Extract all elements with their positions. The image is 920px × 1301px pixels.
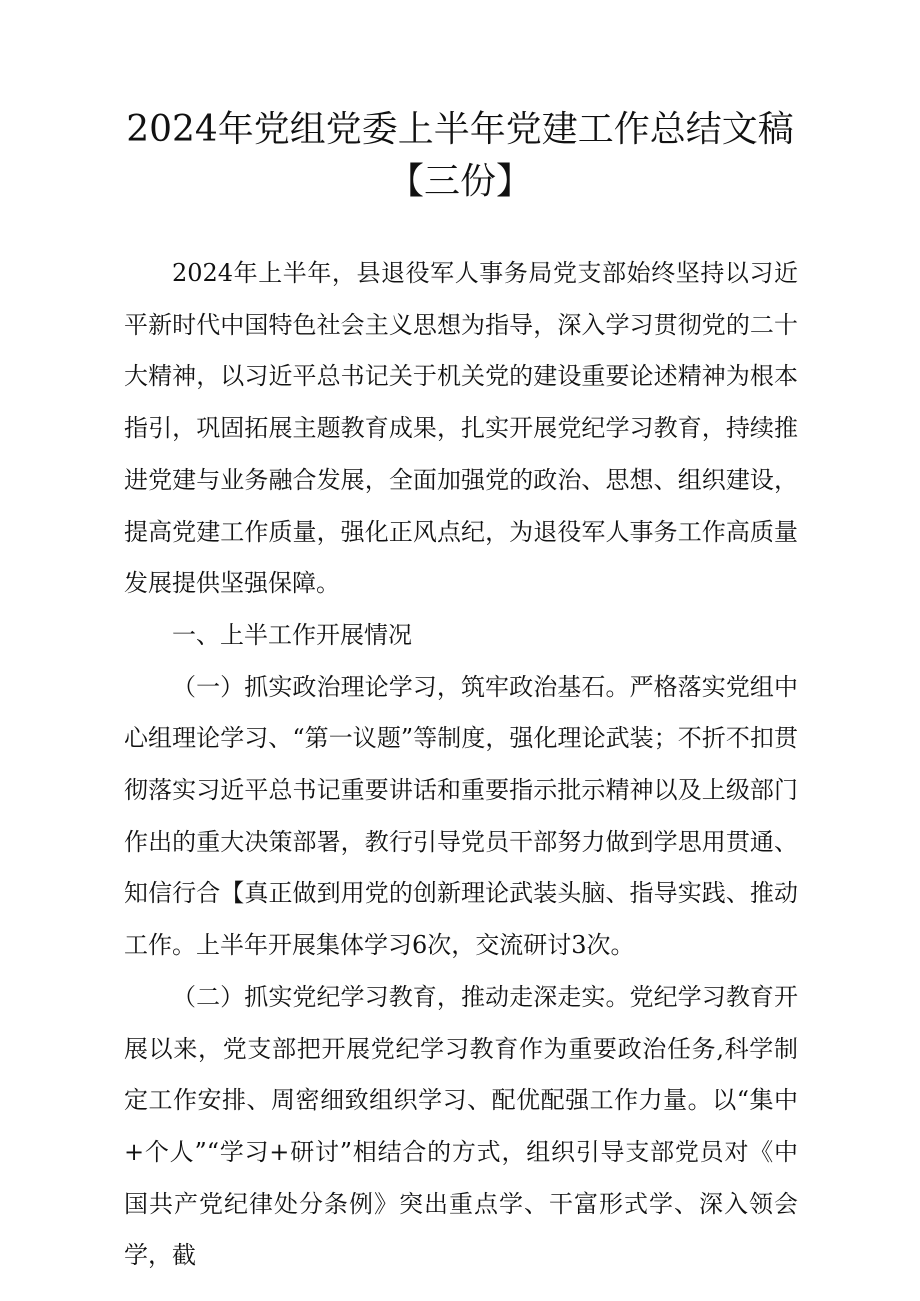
paragraph-political-study: （一）抓实政治理论学习，筑牢政治基石。严格落实党组中心组理论学习、“第一议题”等制度，强化理论武装；不折不扣贯彻落实习近平总书记重要讲话和重要指示批示精神以及上级部门作出的重大决策部署，教行引导党员干部努力做到学思用贯通、知信行合【真正做到用党的创新理论武装头脑、指导实践、推动工作。上半年开展集体学习6次，交流研讨3次。 <box>124 672 798 960</box>
document-body <box>124 248 798 1282</box>
title-line-1: 2024年党组党委上半年党建工作总结文稿 <box>126 109 794 150</box>
paragraph-intro: 2024年上半年，县退役军人事务局党支部始终坚持以习近平新时代中国特色社会主义思想为指导，深入学习贯彻党的二十大精神，以习近平总书记关于机关党的建设重要论述精神为根本指引，巩固拓展主题教育成果，扎实开展党纪学习教育，持续推进党建与业务融合发展，全面加强党的政治、思想、组织建设，提高党建工作质量，强化正风点纪，为退役军人事务工作高质量发展提供坚强保障。 <box>124 259 798 598</box>
document-title <box>120 104 800 208</box>
title-line-2: 【三份】 <box>387 161 532 202</box>
paragraph-discipline-education: （二）抓实党纪学习教育，推动走深走实。党纪学习教育开展以来，党支部把开展党纪学习教育作为重要政治任务,科学制定工作安排、周密细致组织学习、配优配强工作力量。以“集中+个人”“学习+研讨”相结合的方式，组织引导支部党员对《中国共产党纪律处分条例》突出重点学、干富形式学、深入领会学，截 <box>124 982 798 1270</box>
section-heading-1: 一、上半工作开展情况 <box>172 620 412 649</box>
